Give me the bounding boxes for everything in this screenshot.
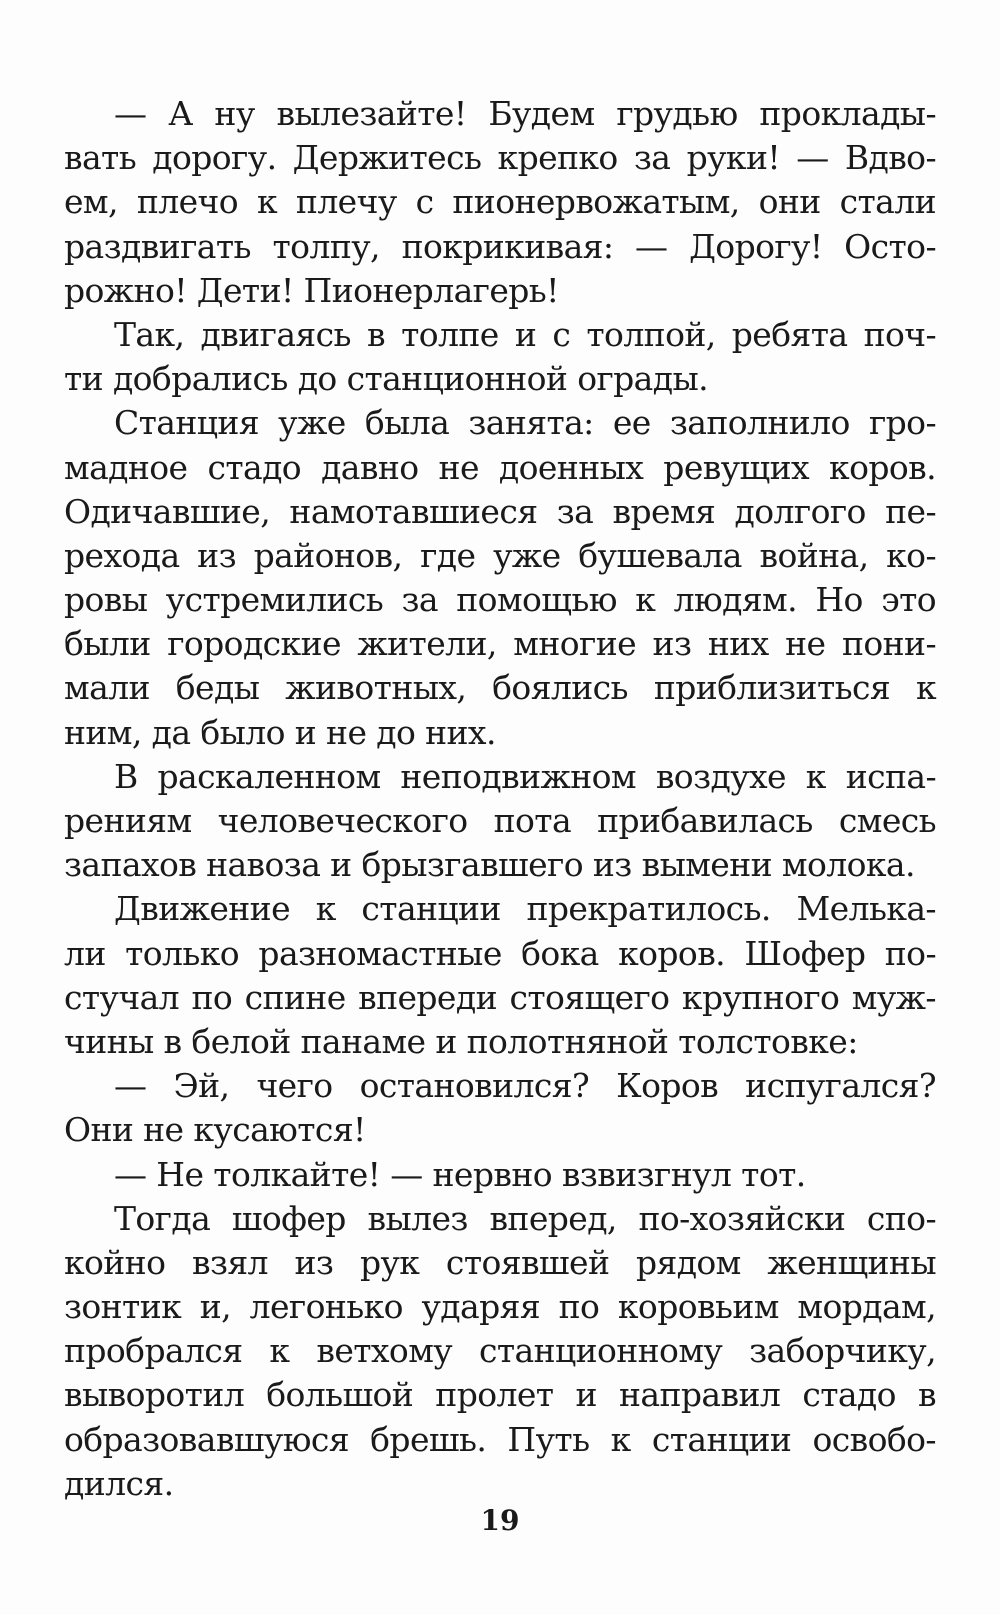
text-line: стучал по спине впереди стоящего крупного муж- xyxy=(64,977,936,1017)
text-line: дился. xyxy=(64,1463,174,1503)
text-line: Тогда шофер вылез вперед, по-хозяйски спо- xyxy=(114,1198,936,1238)
text-line: — Не толкайте! — нервно взвизгнул тот. xyxy=(114,1154,806,1194)
text-line: были городские жители, многие из них не пони- xyxy=(64,624,936,664)
text-line: мали беды животных, боялись приблизиться к xyxy=(64,668,936,708)
text-line: — Эй, чего остановился? Коров испугался? xyxy=(114,1066,936,1106)
text-line: образовавшуюся брешь. Путь к станции освобо- xyxy=(64,1419,936,1459)
text-line: Станция уже была занята: ее заполнило гро- xyxy=(114,403,936,443)
text-line: Так, двигаясь в толпе и с толпой, ребята поч- xyxy=(114,314,936,354)
text-line: пробрался к ветхому станционному заборчику, xyxy=(64,1331,936,1371)
page-number: 19 xyxy=(480,1504,520,1537)
text-line: ем, плечо к плечу с пионервожатым, они стали xyxy=(64,182,936,222)
text-line: Движение к станции прекратилось. Мелька- xyxy=(114,889,936,929)
text-line: Одичавшие, намотавшиеся за время долгого пе- xyxy=(64,491,936,531)
text-line: раздвигать толпу, покрикивая: — Дорогу! Осто- xyxy=(64,226,936,266)
text-line: В раскаленном неподвижном воздухе к испа- xyxy=(114,756,936,796)
text-line: вать дорогу. Держитесь крепко за руки! — Вдво- xyxy=(64,138,936,178)
text-line: — А ну вылезайте! Будем грудью проклады- xyxy=(114,94,936,133)
text-line: ним, да было и не до них. xyxy=(64,712,496,752)
text-line: чины в белой панаме и полотняной толстовке: xyxy=(64,1021,858,1061)
text-line: запахов навоза и брызгавшего из вымени молока. xyxy=(64,845,915,885)
text-line: зонтик и, легонько ударяя по коровьим мордам, xyxy=(64,1287,936,1327)
text-line: рожно! Дети! Пионерлагерь! xyxy=(64,270,559,310)
text-line: ли только разномастные бока коров. Шофер по- xyxy=(64,933,936,973)
text-line: рениям человеческого пота прибавилась смесь xyxy=(64,801,936,840)
text-line: выворотил большой пролет и направил стадо в xyxy=(64,1375,936,1415)
text-line: ровы устремились за помощью к людям. Но это xyxy=(64,580,936,620)
text-line: Они не кусаются! xyxy=(64,1110,366,1150)
page-text xyxy=(64,92,936,1506)
text-line: ти добрались до станционной ограды. xyxy=(64,359,709,399)
text-line: мадное стадо давно не доенных ревущих коров. xyxy=(64,447,936,487)
text-line: койно взял из рук стоявшей рядом женщины xyxy=(64,1242,936,1282)
text-line: рехода из районов, где уже бушевала война, ко- xyxy=(64,535,936,575)
